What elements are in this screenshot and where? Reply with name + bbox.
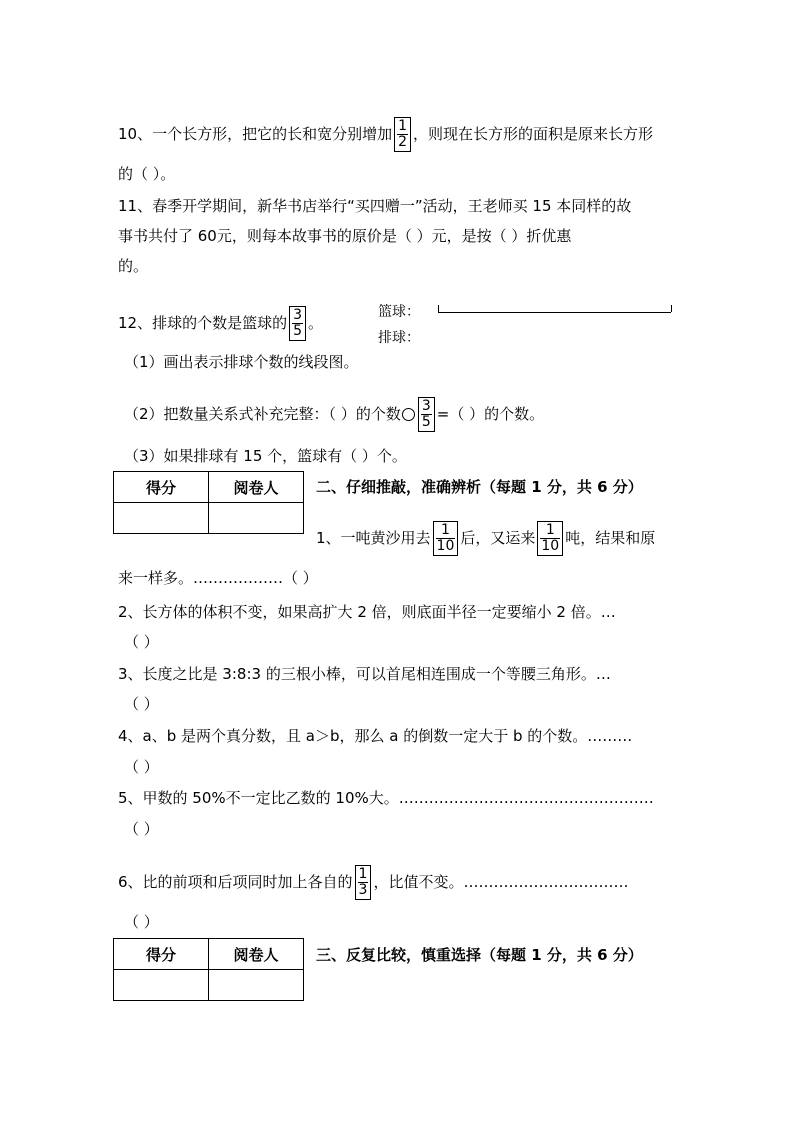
- q12-sub2-fraction: $\frac{3}{5}$: [418, 397, 435, 432]
- score-table-section3: [113, 938, 304, 1001]
- q10-line1: [118, 117, 653, 152]
- score-table-section2: [113, 471, 304, 534]
- volleyball-label: 排球：: [378, 330, 420, 346]
- q10-text-pre: 10、一个长方形，把它的长和宽分别增加: [118, 125, 393, 143]
- s2-item6-line1: 6、比的前项和后项同时加上各自的 $\frac{1}{3}$ ，比值不变。……………………………: [118, 866, 629, 898]
- s2-item2-answer: （ ）: [124, 633, 159, 651]
- s2-item6-fraction: $\frac{1}{3}$: [355, 865, 372, 900]
- score-cell[interactable]: [114, 503, 209, 534]
- basketball-label: 篮球：: [378, 304, 420, 320]
- grader-cell[interactable]: [209, 970, 304, 1001]
- segment-tick-left: [438, 305, 439, 312]
- s2-item5-line1: 5、甲数的 50%不一定比乙数的 10%大。……………………………………………: [118, 789, 654, 807]
- s2-item4-line1: 4、a、b 是两个真分数，且 a＞b，那么 a 的倒数一定大于 b 的个数。………: [118, 727, 633, 745]
- s2-item6-answer: （ ）: [124, 913, 159, 931]
- s2-item3-line1: 3、长度之比是 3:8:3 的三根小棒，可以首尾相连围成一个等腰三角形。…: [118, 665, 611, 683]
- grader-cell[interactable]: [209, 503, 304, 534]
- grader-header: 阅卷人: [209, 472, 304, 503]
- score-header: 得分: [114, 939, 209, 970]
- segment-tick-right: [671, 305, 672, 312]
- q11-line1: 11、春季开学期间，新华书店举行“买四赠一”活动，王老师买 15 本同样的故: [118, 197, 632, 215]
- s2-item1-fraction1: $\frac{1}{10}$: [433, 521, 459, 556]
- q10-line2: 的（ ）。: [118, 165, 176, 183]
- q12-sub2: （2）把数量关系式补充完整：（ ）的个数 $\frac{3}{5}$ =（ ）的个数。: [124, 398, 545, 430]
- score-header: 得分: [114, 472, 209, 503]
- q12-sub3: （3）如果排球有 15 个，篮球有（ ）个。: [124, 447, 407, 465]
- grader-header: 阅卷人: [209, 939, 304, 970]
- q11-line2: 事书共付了 60元，则每本故事书的原价是（ ）元，是按（ ）折优惠: [118, 227, 572, 245]
- section3-title: 三、反复比较，慎重选择（每题 1 分，共 6 分）: [316, 946, 643, 964]
- basketball-segment-line: [438, 312, 671, 313]
- q10-text-post: ，则现在长方形的面积是原来长方形: [413, 125, 654, 143]
- q12-stem: 12、排球的个数是篮球的 $\frac{3}{5}$ 。: [118, 307, 324, 339]
- q12-sub1: （1）画出表示排球个数的线段图。: [124, 353, 359, 371]
- q10-fraction: $\frac{1}{2}$: [394, 117, 411, 152]
- s2-item3-answer: （ ）: [124, 695, 159, 713]
- s2-item1-fraction2: $\frac{1}{10}$: [537, 521, 563, 556]
- operator-circle-icon: [402, 408, 415, 421]
- score-cell[interactable]: [114, 970, 209, 1001]
- section2-title: 二、仔细推敲，准确辨析（每题 1 分，共 6 分）: [316, 478, 643, 496]
- s2-item1-line2: 来一样多。………………（ ）: [118, 569, 318, 587]
- q12-fraction: $\frac{3}{5}$: [289, 306, 306, 341]
- s2-item4-answer: （ ）: [124, 758, 159, 776]
- q11-line3: 的。: [118, 257, 149, 275]
- s2-item5-answer: （ ）: [124, 820, 159, 838]
- s2-item2-line1: 2、长方体的体积不变，如果高扩大 2 倍，则底面半径一定要缩小 2 倍。…: [118, 603, 616, 621]
- s2-item1-line1: 1、一吨黄沙用去 $\frac{1}{10}$ 后，又运来 $\frac{1}{10}$ 吨，结果和原: [316, 522, 656, 554]
